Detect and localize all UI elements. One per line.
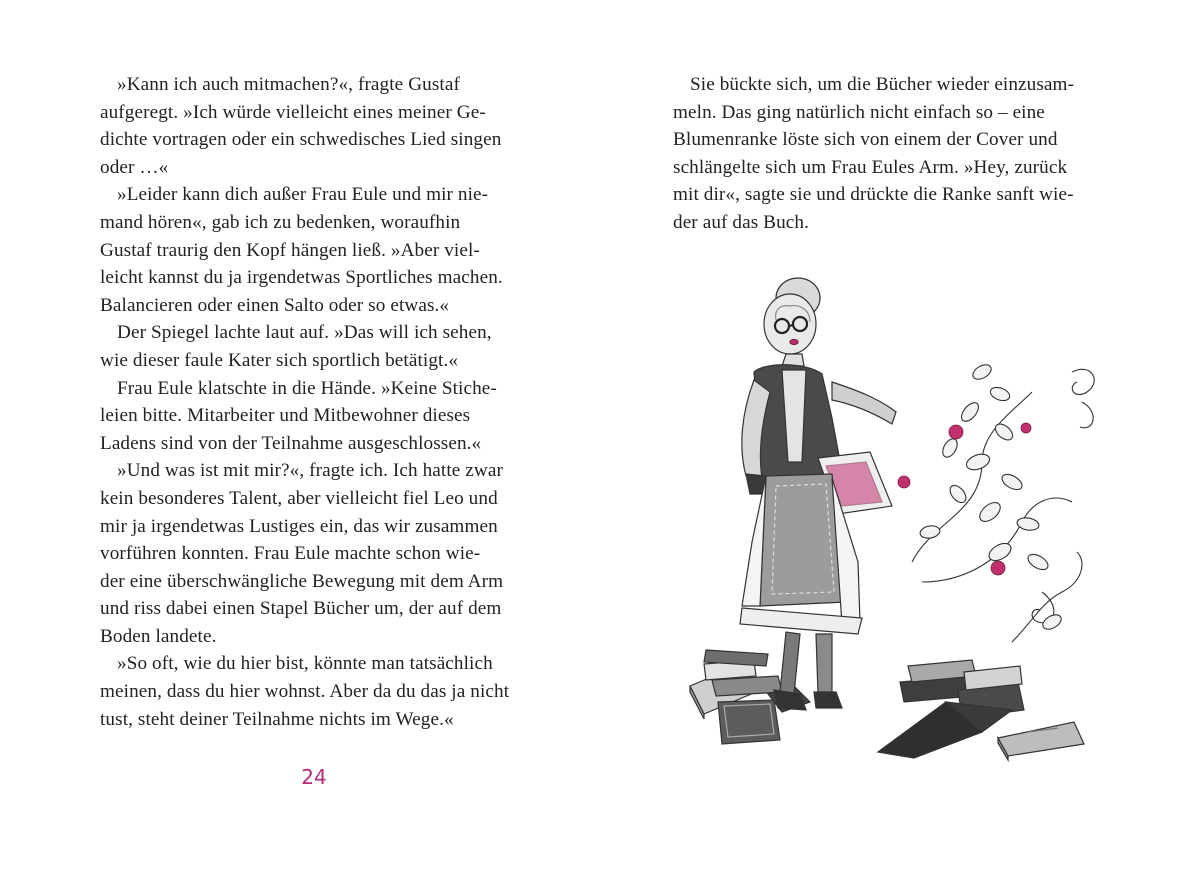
text-line: »Und was ist mit mir?«, fragte ich. Ich hatte zwar (117, 460, 503, 482)
text-line: mand hören«, gab ich zu bedenken, woraufhin (100, 211, 461, 233)
text-line: »Leider kann dich außer Frau Eule und mir nie- (117, 184, 489, 206)
text-line: aufgeregt. »Ich würde vielleicht eines meiner Ge- (100, 101, 486, 123)
page-number: 24 (301, 765, 327, 789)
text-line: tust, steht deiner Teilnahme nichts im Wege.« (100, 708, 454, 730)
text-line: Sie bückte sich, um die Bücher wieder einzusam- (690, 74, 1075, 95)
text-line: wie dieser faule Kater sich sportlich betätigt.« (100, 349, 459, 371)
right-page-text (673, 71, 1113, 237)
text-line: mir ja irgendetwas Lustiges ein, das wir zusammen (100, 515, 498, 537)
text-line: Gustaf traurig den Kopf hängen ließ. »Aber viel- (100, 239, 480, 261)
text-line: Blumenranke löste sich von einem der Cover und (673, 129, 1058, 151)
text-line: leien bitte. Mitarbeiter und Mitbewohner dieses (100, 405, 471, 427)
text-line: kein besonderes Talent, aber vielleicht fiel Leo und (100, 487, 498, 509)
text-line: leicht kannst du ja irgendetwas Sportliches machen. (100, 267, 503, 289)
text-line: oder …« (100, 156, 169, 178)
text-line: vorführen konnten. Frau Eule machte schon wie- (100, 543, 481, 565)
right-page (600, 0, 1200, 869)
text-line: Balancieren oder einen Salto oder so etwas.« (100, 294, 450, 316)
text-line: »Kann ich auch mitmachen?«, fragte Gustaf (117, 74, 460, 95)
text-line: Frau Eule klatschte in die Hände. »Keine Stiche- (117, 377, 497, 399)
text-line: schlängelte sich um Frau Eules Arm. »Hey, zurück (673, 156, 1068, 178)
text-line: »So oft, wie du hier bist, könnte man tatsächlich (117, 653, 493, 675)
text-line: meinen, dass du hier wohnst. Aber da du das ja nicht (100, 681, 510, 703)
text-line: dichte vortragen oder ein schwedisches Lied singen (100, 129, 502, 151)
left-page-text (100, 71, 540, 733)
flower-vine (912, 362, 1094, 642)
text-line: meln. Das ging natürlich nicht einfach so – eine (673, 101, 1045, 123)
text-line: der auf das Buch. (673, 211, 809, 233)
text-line: mit dir«, sagte sie und drückte die Ranke sanft wie- (673, 184, 1074, 206)
woman-figure (740, 278, 896, 710)
scattered-books (690, 650, 1084, 760)
woman-with-books-illustration (682, 262, 1112, 762)
text-line: Ladens sind von der Teilnahme ausgeschlossen.« (100, 432, 482, 454)
text-line: Der Spiegel lachte laut auf. »Das will ich sehen, (117, 322, 492, 344)
text-line: und riss dabei einen Stapel Bücher um, der auf dem (100, 598, 502, 620)
text-line: der eine überschwängliche Bewegung mit dem Arm (100, 570, 504, 592)
text-line: Boden landete. (100, 625, 217, 647)
